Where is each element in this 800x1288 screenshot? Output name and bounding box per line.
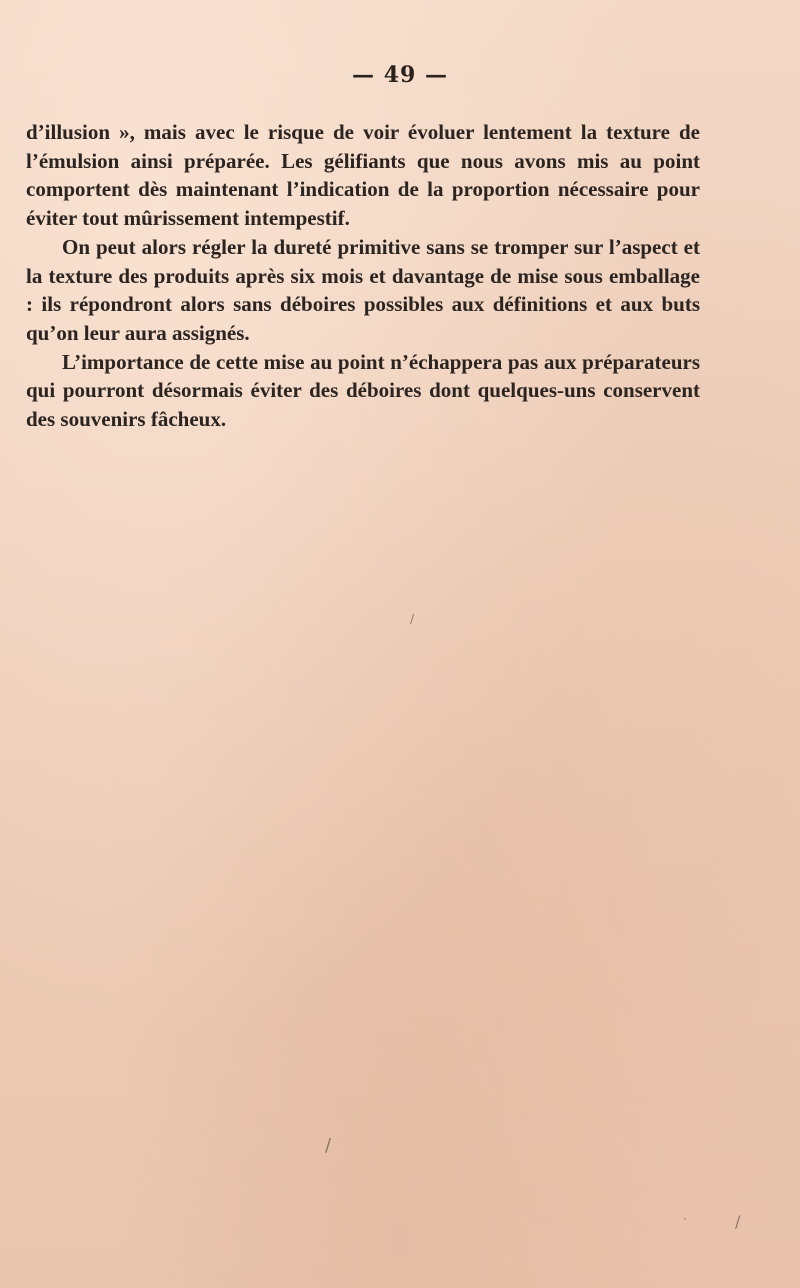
paragraph: On peut alors régler la dureté primitive sans se tromper sur l’aspect et la texture des produits après six mois et davantage de mise sous emballage : ils répondront alors sans déboires possibles aux définitions et aux buts qu’on leur aura assignés.: [26, 234, 700, 345]
paper-speck: /: [410, 612, 415, 626]
paper-speck: /: [325, 1135, 332, 1156]
paragraph: L’importance de cette mise au point n’échappera pas aux préparateurs qui pourront désormais éviter des déboires dont quelques-uns conservent des souvenirs fâcheux.: [26, 349, 700, 432]
paper-speck: /: [735, 1212, 741, 1231]
body-text: [26, 118, 700, 434]
paragraph-continuation: d’illusion », mais avec le risque de voir évoluer lentement la texture de l’émulsion ainsi préparée. Les gélifiants que nous avons mis au point comportent dès maintenant l’indication de la proportion nécessaire pour éviter tout mûrissement intempestif.: [26, 120, 700, 231]
page-number: — 49 —: [352, 62, 448, 88]
paper-speck: ·: [683, 1212, 687, 1226]
